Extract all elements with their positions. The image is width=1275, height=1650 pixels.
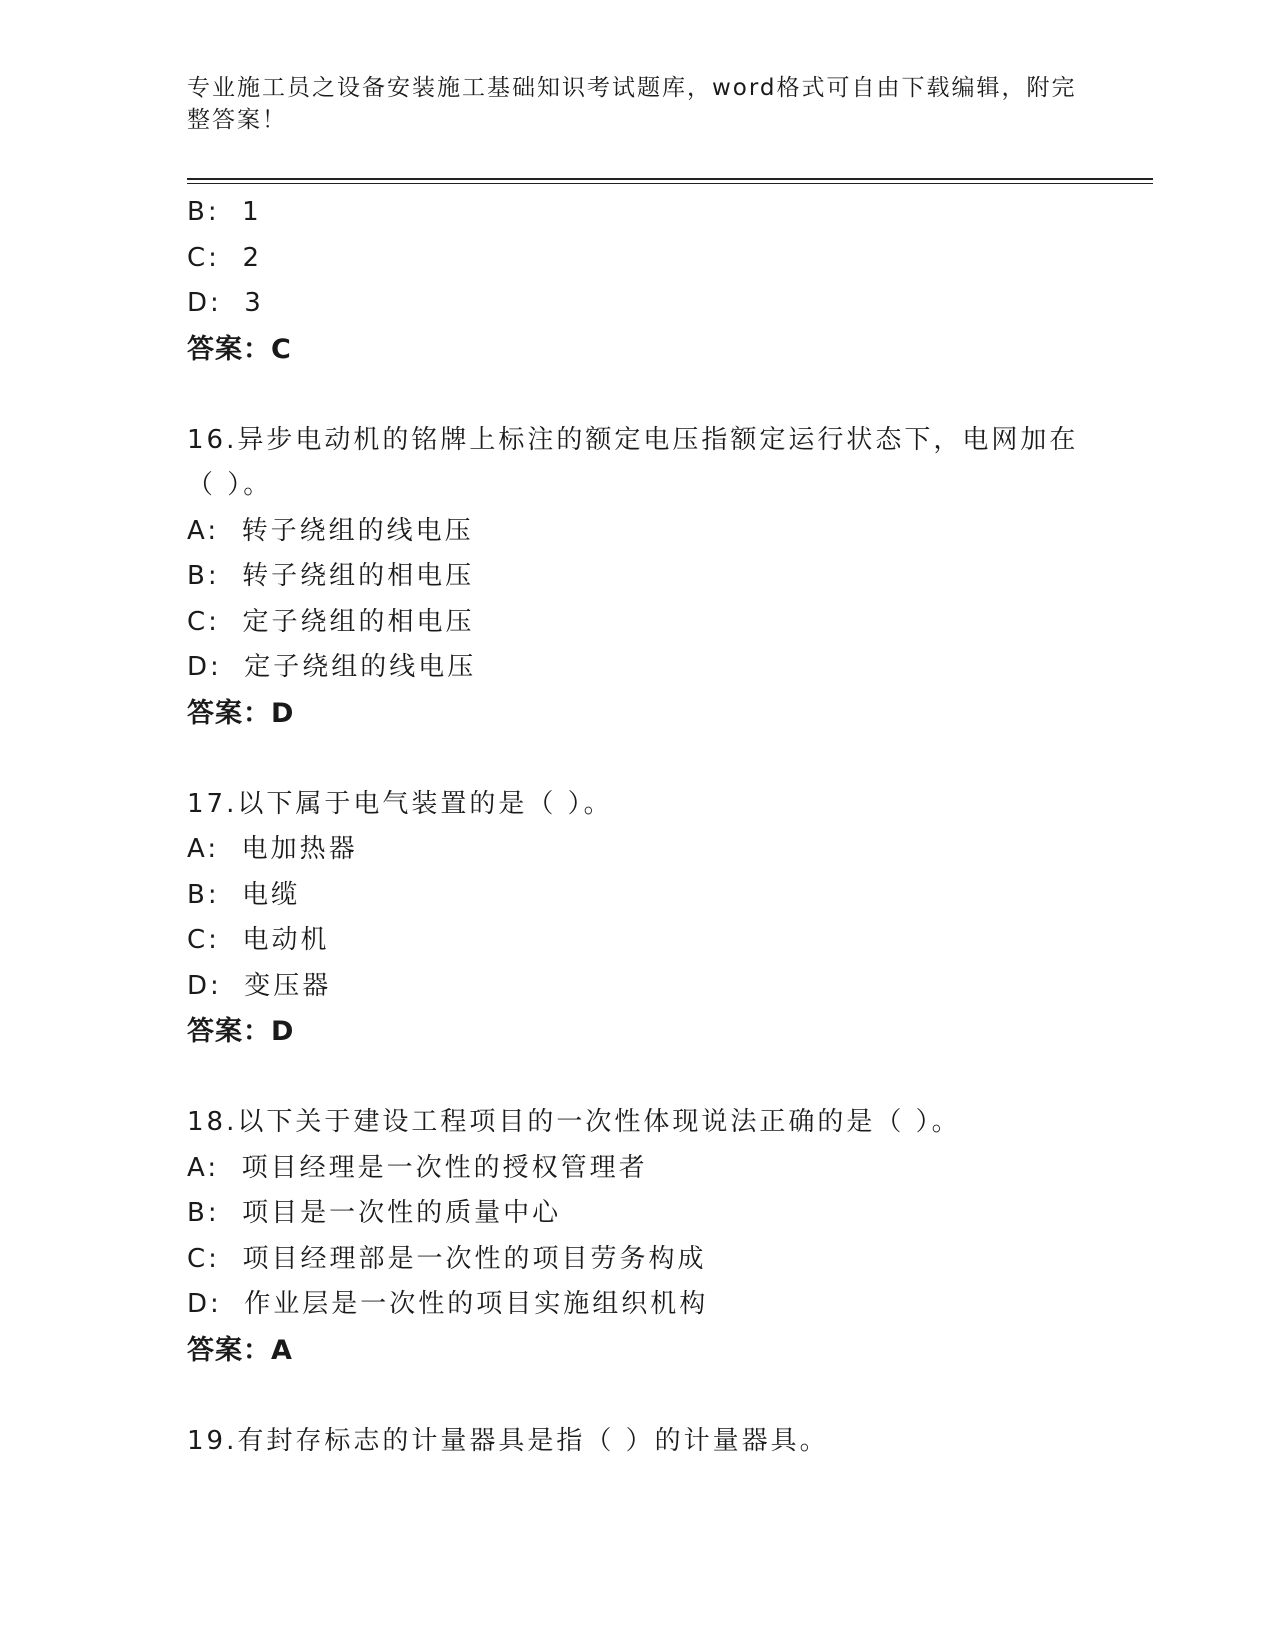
option-a: A: 电加热器 [187,834,358,864]
option-c: C: 定子绕组的相电压 [187,606,475,637]
option-d: D: 作业层是一次性的项目实施组织机构 [187,1289,709,1319]
question-stem: 18.以下关于建设工程项目的一次性体现说法正确的是（ ）。 [187,1107,961,1137]
option-c: C: 2 [187,242,262,273]
question-15-continuation [187,190,1107,372]
option-d: D: 3 [187,288,264,318]
question-stem: 16.异步电动机的铭牌上标注的额定电压指额定运行状态下，电网加在（ ）。 [187,424,1079,500]
question-19 [187,1419,1107,1465]
option-c: C: 项目经理部是一次性的项目劳务构成 [187,1243,707,1274]
question-17 [187,782,1107,1055]
answer-line: 答案：D [187,1016,295,1047]
answer-line: 答案：A [187,1334,293,1366]
question-16 [187,418,1107,737]
answer-line: 答案：D [187,697,295,729]
option-d: D: 定子绕组的线电压 [187,652,477,682]
option-b: B: 项目是一次性的质量中心 [187,1198,562,1228]
question-18 [187,1100,1107,1373]
question-stem: 19.有封存标志的计量器具是指（ ）的计量器具。 [187,1425,829,1456]
option-a: A: 项目经理是一次性的授权管理者 [187,1152,648,1183]
answer-line: 答案：C [187,333,292,365]
option-c: C: 电动机 [187,925,330,955]
option-b: B: 1 [187,197,262,227]
option-b: B: 转子绕组的相电压 [187,561,475,591]
question-stem: 17.以下属于电气装置的是（ ）。 [187,788,613,819]
option-d: D: 变压器 [187,970,332,1001]
header-rule-thin [187,183,1153,184]
option-a: A: 转子绕组的线电压 [187,515,474,546]
header-rule-thick [187,178,1153,180]
option-b: B: 电缆 [187,879,301,910]
question-list [187,190,1107,1464]
document-header: 专业施工员之设备安装施工基础知识考试题库，word格式可自由下载编辑，附完整答案！ [187,75,1077,133]
